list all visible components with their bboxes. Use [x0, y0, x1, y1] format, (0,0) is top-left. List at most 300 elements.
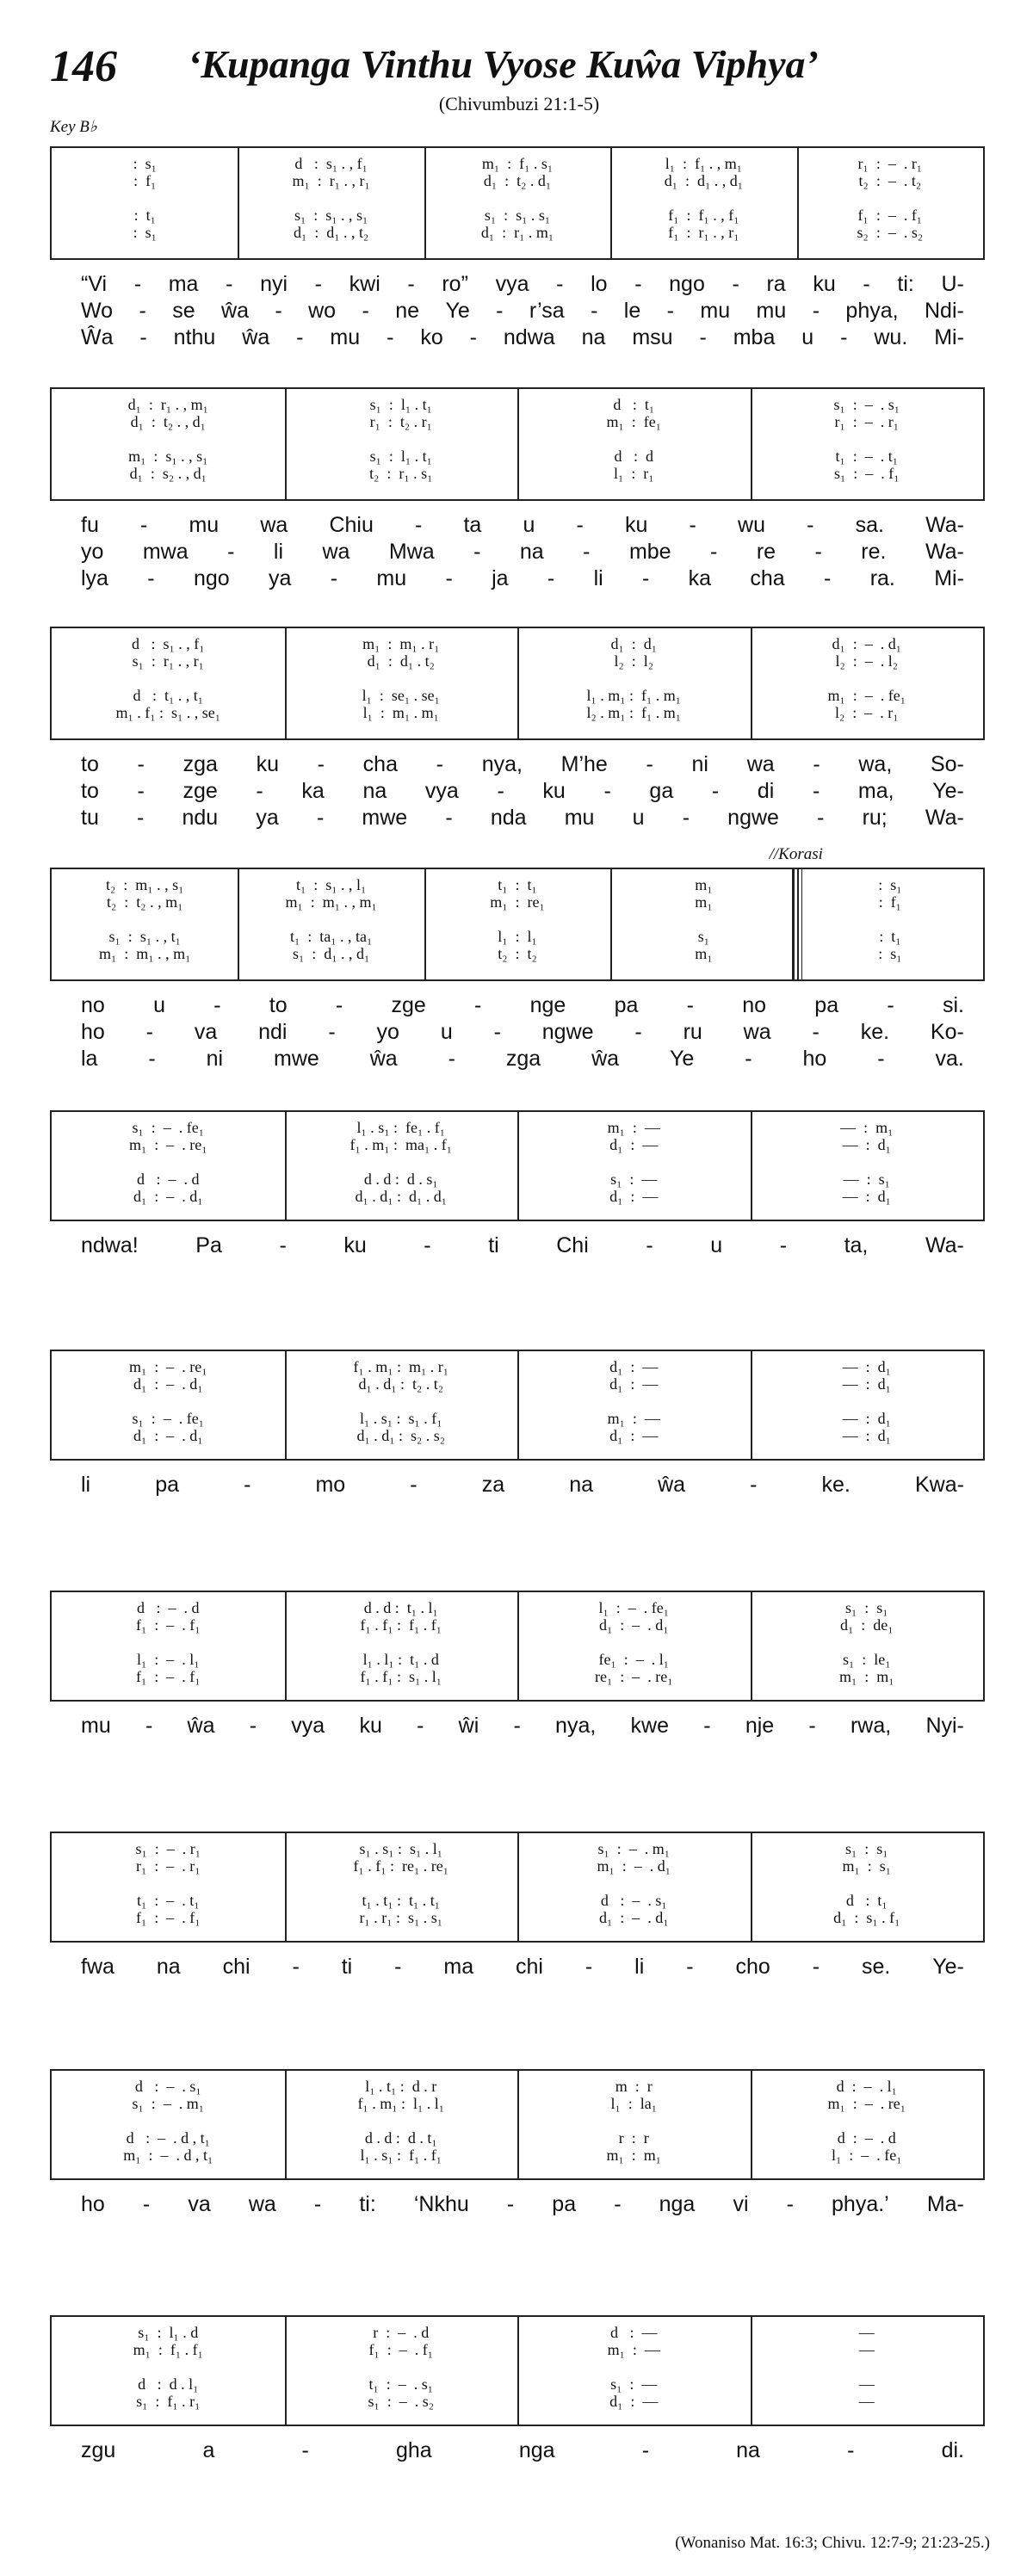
lyric-syllable: ŵa [242, 325, 270, 349]
lyric-syllable: phya, [845, 299, 899, 323]
lyric-syllable: - [556, 272, 564, 296]
measure-notes: r₁ : – . r₁ [834, 413, 900, 430]
measure-notes: m₁ : s₁ [842, 1857, 892, 1875]
measure-notes: d₁ : — [609, 1188, 659, 1205]
lyric-syllable: - [137, 752, 145, 776]
lyric-syllable: - [313, 2192, 322, 2216]
notation-row [52, 155, 983, 174]
lyric-syllable: va. [935, 1047, 964, 1071]
measure-notes: m₁ : – . fe₁ [827, 687, 906, 704]
lyric-syllable: li [634, 1955, 645, 1979]
lyric-syllable: li [81, 1473, 91, 1497]
lyric-syllable: - [634, 272, 642, 296]
measure-notes: : f₁ [878, 893, 901, 911]
lyric-line [50, 806, 985, 831]
lyric-syllable: li [273, 540, 283, 564]
lyric-syllable: ke. [821, 1473, 851, 1497]
lyric-syllable: ku [343, 1233, 367, 1257]
lyric-syllable: - [227, 540, 235, 564]
lyric-syllable: - [249, 1714, 257, 1738]
lyric-syllable: u [632, 806, 645, 830]
measure-notes: f₁ : – . f₁ [857, 207, 923, 224]
lyric-syllable: ru; [862, 806, 888, 830]
lyric-syllable: - [415, 513, 423, 537]
lyric-syllable: ngwe [727, 806, 779, 830]
lyric-syllable: nyi [260, 272, 288, 296]
measure-notes: : s₁ [878, 945, 902, 962]
lyric-syllable: wu [738, 513, 765, 537]
measure-notes: d : t₁ [613, 396, 655, 413]
lyric-syllable: ku [256, 752, 279, 776]
bar-line [285, 389, 287, 499]
lyric-syllable: - [887, 993, 894, 1017]
lyric-syllable: ya [256, 806, 279, 830]
lyric-syllable: - [786, 2192, 794, 2216]
lyric-syllable: - [362, 299, 369, 323]
lyric-syllable: cho [735, 1955, 770, 1979]
lyric-syllable: na [519, 540, 544, 564]
lyric-syllable: - [493, 1020, 501, 1044]
lyric-syllable: - [142, 2192, 151, 2216]
system-3 [50, 627, 985, 857]
measure-notes: l₁ : se₁ . se₁ [362, 687, 440, 704]
lyric-syllable: - [779, 1233, 788, 1257]
lyric-syllable: pa [552, 2192, 577, 2216]
measure-notes: — : m₁ [840, 1119, 894, 1136]
measure-notes: t₂ : m₁ . , s₁ [106, 876, 184, 893]
notation-row [52, 224, 983, 243]
lyric-syllable: nge [529, 993, 566, 1017]
lyric-syllable: pa [155, 1473, 179, 1497]
lyric-syllable: Wa- [925, 513, 964, 537]
lyric-syllable: - [646, 1233, 653, 1257]
measure-notes: — [858, 2324, 875, 2341]
measure-notes: s₁ : – . r₁ [135, 1840, 201, 1857]
lyric-syllable: - [711, 779, 720, 803]
lyric-syllable: - [436, 752, 443, 776]
lyric-syllable: nda [490, 806, 527, 830]
lyric-syllable: - [147, 566, 155, 590]
lyric-syllable: - [513, 1714, 521, 1738]
bar-line [517, 1833, 519, 1941]
lyric-line [50, 566, 985, 591]
lyric-syllable: nga [659, 2192, 696, 2216]
lyric-syllable: r’sa [529, 299, 565, 323]
measure-notes: s₁ : l₁ . t₁ [369, 448, 432, 465]
staff-box [50, 1591, 985, 1702]
measure-notes: m₁ [695, 893, 713, 911]
lyric-syllable: re [756, 540, 776, 564]
lyric-syllable: se. [861, 1955, 891, 1979]
lyric-syllable: na [362, 779, 387, 803]
measure-notes: m₁ : – . re₁ [827, 2095, 906, 2112]
lyric-syllable: - [448, 1047, 455, 1071]
lyric-syllable: Ye [670, 1047, 695, 1071]
bar-line [751, 2317, 752, 2425]
bar-line [751, 389, 752, 499]
measure-notes: t₁ : – . t₁ [136, 1892, 200, 1909]
lyric-syllable: ndu [182, 806, 219, 830]
bar-line [517, 2071, 519, 2178]
bar-line [285, 2317, 287, 2425]
lyric-syllable: - [603, 779, 611, 803]
notation-row [52, 893, 983, 912]
measure-notes: t₂ : t₂ . , m₁ [107, 893, 183, 911]
lyric-syllable: Pa [195, 1233, 222, 1257]
staff-box [50, 1110, 985, 1221]
lyric-syllable: mbe [628, 540, 671, 564]
lyric-line [50, 752, 985, 777]
lyric-syllable: - [244, 1473, 251, 1497]
measure-notes: — : d₁ [842, 1188, 891, 1205]
lyric-syllable: va [188, 2192, 211, 2216]
lyric-syllable: - [496, 299, 504, 323]
notation-row [52, 945, 983, 964]
scripture-reference: (Chivumbuzi 21:1-5) [438, 93, 600, 114]
lyric-syllable: Ma- [926, 2192, 964, 2216]
lyric-syllable: le [623, 299, 641, 323]
lyric-syllable: wa [746, 752, 775, 776]
lyric-syllable: ku [625, 513, 648, 537]
lyric-syllable: ka [688, 566, 712, 590]
measure-notes: d₁ : s₂ . , d₁ [129, 465, 207, 482]
measure-notes: d₁ . d₁ : d₁ . d₁ [355, 1188, 448, 1205]
lyric-syllable: zge [391, 993, 426, 1017]
lyric-line [50, 1047, 985, 1072]
lyric-line [50, 1233, 985, 1258]
lyric-line [50, 993, 985, 1018]
lyric-syllable: - [732, 272, 739, 296]
system-7 [50, 1591, 985, 1819]
measure-notes: d₁ : — [609, 1427, 659, 1444]
measure-notes: fe₁ : – . l₁ [598, 1651, 670, 1668]
lyric-line [50, 2192, 985, 2217]
measure-notes: d . d : d . t₁ [364, 2129, 437, 2147]
measure-notes: — : d₁ [842, 1358, 891, 1375]
lyric-line [50, 272, 985, 297]
lyric-syllable: yo [81, 540, 104, 564]
lyric-syllable: nya, [555, 1714, 597, 1738]
lyric-syllable: la [81, 1047, 98, 1071]
measure-notes: s₁ : – . fe₁ [132, 1119, 205, 1136]
measure-notes: : s₁ [878, 876, 902, 893]
measure-notes: f₁ : r₁ . , r₁ [668, 224, 739, 241]
measure-notes: l₂ : – . r₁ [834, 704, 899, 721]
lyric-syllable: ŵa [369, 1047, 398, 1071]
lyric-syllable: pa [814, 993, 839, 1017]
lyric-syllable: - [642, 566, 650, 590]
measure-notes: m₁ : – . d₁ [597, 1857, 671, 1875]
measure-notes: m₁ : — [607, 1410, 660, 1427]
lyric-line [50, 299, 985, 324]
measure-notes: re₁ : – . re₁ [594, 1668, 673, 1685]
measure-notes: m₁ : s₁ . , s₁ [128, 448, 208, 465]
bar-line [751, 1833, 752, 1941]
measure-notes: l₁ : la₁ [610, 2095, 658, 2112]
lyric-syllable: fu [81, 513, 99, 537]
staff-box [50, 868, 985, 981]
lyric-syllable: pa [614, 993, 639, 1017]
measure-notes: d₁ : s₁ . f₁ [833, 1909, 900, 1926]
lyric-syllable: wo [308, 299, 337, 323]
measure-notes: l₁ : – . l₁ [136, 1651, 200, 1668]
lyric-syllable: rwa, [850, 1714, 892, 1738]
lyric-syllable: nga [518, 2438, 555, 2462]
lyric-syllable: a [202, 2438, 215, 2462]
lyric-syllable: - [145, 1714, 153, 1738]
lyric-syllable: chi [222, 1955, 251, 1979]
lyric-syllable: - [445, 806, 453, 830]
lyric-syllable: mba [733, 325, 776, 349]
measure-notes: d₁ : de₁ [839, 1616, 894, 1634]
lyric-syllable: ra. [869, 566, 895, 590]
measure-notes: d₁ : d₁ . , d₁ [664, 172, 744, 189]
measure-notes: : t₁ [133, 207, 156, 224]
lyric-syllable: ja [492, 566, 509, 590]
lyric-syllable: ŵa [658, 1473, 686, 1497]
hymn-number: 146 [50, 42, 117, 91]
lyric-syllable: - [137, 806, 145, 830]
bar-line [517, 2317, 519, 2425]
measure-notes: f₁ . f₁ : f₁ . f₁ [360, 1616, 442, 1634]
bar-line [610, 148, 612, 258]
lyric-syllable: ti: [897, 272, 914, 296]
measure-notes: m₁ : m₁ . r₁ [362, 635, 440, 652]
lyric-syllable: - [296, 325, 304, 349]
lyric-syllable: va [194, 1020, 218, 1044]
bar-line [751, 628, 752, 738]
measure-notes: f₁ . m₁ : ma₁ . f₁ [349, 1136, 453, 1153]
measure-notes: d₁ : – . d₁ [133, 1375, 203, 1393]
measure-notes: f₁ : – . f₁ [135, 1668, 201, 1685]
lyric-syllable: ngo [669, 272, 705, 296]
measure-notes: d₁ : t₂ . d₁ [483, 172, 552, 189]
lyric-syllable: vi [733, 2192, 749, 2216]
lyric-syllable: U- [941, 272, 964, 296]
lyric-syllable: Wo [81, 299, 114, 323]
lyric-syllable: - [646, 752, 653, 776]
lyric-syllable: Wa- [925, 1233, 964, 1257]
lyric-syllable: - [814, 540, 822, 564]
lyric-syllable: lo [591, 272, 608, 296]
lyric-syllable: - [148, 1047, 156, 1071]
lyric-syllable: - [641, 2438, 650, 2462]
measure-notes: — : s₁ [843, 1171, 890, 1188]
measure-notes: d . d : t₁ . l₁ [363, 1599, 438, 1616]
lyric-syllable: ko [420, 325, 443, 349]
lyric-syllable: ho [81, 2192, 105, 2216]
notation-row [52, 928, 983, 947]
measure-notes: m₁ . f₁ : s₁ . , se₁ [115, 704, 221, 721]
lyric-syllable: - [137, 779, 145, 803]
bar-line [517, 389, 519, 499]
lyric-syllable: ŵi [458, 1714, 479, 1738]
lyric-line [50, 1714, 985, 1739]
lyric-syllable: - [847, 2438, 855, 2462]
measure-notes: l₁ : f₁ . , m₁ [665, 155, 743, 172]
lyric-syllable: - [387, 325, 394, 349]
measure-notes: m₁ : re₁ [490, 893, 545, 911]
bar-line [517, 1592, 519, 1700]
lyric-syllable: - [506, 2192, 515, 2216]
lyric-syllable: - [314, 272, 322, 296]
lyric-syllable: ya [269, 566, 292, 590]
measure-notes: d₁ : – . d₁ [832, 635, 902, 652]
measure-notes: m₁ : – . d , t₁ [123, 2147, 213, 2164]
lyric-line [50, 779, 985, 804]
lyric-syllable: Ŵa [81, 325, 114, 349]
lyric-line [50, 513, 985, 538]
lyric-syllable: - [686, 1955, 694, 1979]
lyric-syllable: - [317, 752, 325, 776]
lyric-syllable: - [335, 993, 343, 1017]
lyric-syllable: - [812, 779, 820, 803]
lyric-syllable: no [742, 993, 767, 1017]
measure-notes: t₁ : – . t₁ [835, 448, 899, 465]
lyric-syllable: - [330, 566, 338, 590]
measure-notes: — [858, 2341, 875, 2358]
lyric-syllable: u [710, 1233, 723, 1257]
lyric-syllable: ndwa [503, 325, 555, 349]
measure-notes: s₁ : f₁ . r₁ [136, 2393, 201, 2410]
lyric-syllable: - [139, 325, 147, 349]
lyric-syllable: - [256, 779, 263, 803]
measure-notes: s₁ : le₁ [842, 1651, 891, 1668]
lyric-syllable: fwa [81, 1955, 114, 1979]
measure-notes: d : — [609, 2324, 658, 2341]
measure-notes: l₂ : – . l₂ [835, 652, 899, 670]
measure-notes: s₁ : s₁ . s₁ [484, 207, 551, 224]
measure-notes: d : – . s₁ [134, 2078, 201, 2095]
lyric-line [50, 540, 985, 565]
measure-notes: t₂ : – . t₂ [858, 172, 922, 189]
lyric-syllable: na [569, 1473, 593, 1497]
lyric-syllable: - [817, 806, 825, 830]
measure-notes: f₁ . f₁ : s₁ . l₁ [360, 1668, 442, 1685]
measure-notes: s₁ : – . s₁ [833, 396, 900, 413]
measure-notes: d : – . s₁ [600, 1892, 667, 1909]
lyric-syllable: nthu [173, 325, 216, 349]
measure-notes: — : d₁ [842, 1136, 891, 1153]
system-4 [50, 845, 985, 1098]
lyric-syllable: ta [463, 513, 482, 537]
measure-notes: d₁ : — [609, 2393, 659, 2410]
lyric-syllable: ke. [860, 1020, 890, 1044]
lyric-syllable: - [682, 806, 690, 830]
measure-notes: r₁ : – . r₁ [135, 1857, 201, 1875]
measure-notes: d₁ : t₂ . , d₁ [130, 413, 206, 430]
measure-notes: d : t₁ [845, 1892, 888, 1909]
lyric-syllable: lya [81, 566, 108, 590]
lyric-syllable: Chi [556, 1233, 589, 1257]
measure-notes: — : d₁ [842, 1427, 891, 1444]
lyric-syllable: Ye- [932, 1955, 964, 1979]
measure-notes: m₁ : m₁ [838, 1668, 894, 1685]
lyric-syllable: ma, [857, 779, 894, 803]
measure-notes: d₁ : – . d₁ [133, 1188, 203, 1205]
measure-notes: t₂ : t₂ [498, 945, 537, 962]
lyric-syllable: mu [756, 299, 787, 323]
measure-notes: s₁ : s₁ . , t₁ [108, 928, 181, 945]
measure-notes: f₁ . m₁ : m₁ . r₁ [353, 1358, 449, 1375]
lyric-syllable: - [473, 540, 481, 564]
measure-notes: m₁ : f₁ . s₁ [481, 155, 554, 172]
measure-notes: t₂ : r₁ . s₁ [369, 465, 433, 482]
lyric-line [50, 1473, 985, 1498]
measure-notes: m : r [615, 2078, 653, 2095]
lyric-syllable: - [699, 325, 707, 349]
bar-line [285, 2071, 287, 2178]
lyric-syllable: - [863, 272, 870, 296]
hymn-header [50, 41, 997, 119]
lyric-syllable: ku [359, 1714, 382, 1738]
bar-line [751, 2071, 752, 2178]
lyric-syllable: - [140, 513, 148, 537]
measure-notes: s₁ : l₁ . d [138, 2324, 199, 2341]
measure-notes: d : d [614, 448, 653, 465]
measure-notes: l₁ : – . fe₁ [598, 1599, 670, 1616]
lyric-syllable: Mwa [388, 540, 435, 564]
measure-notes: s₁ : – . f₁ [833, 465, 900, 482]
measure-notes: d₁ : — [609, 1358, 659, 1375]
lyric-syllable: wa [322, 540, 350, 564]
lyric-syllable: - [445, 566, 453, 590]
lyric-syllable: - [813, 752, 820, 776]
measure-notes: d : – . d [136, 1171, 200, 1188]
measure-notes: f₁ : – . f₁ [135, 1616, 201, 1634]
measure-notes: m₁ : m₁ . , m₁ [99, 945, 191, 962]
lyric-syllable: gha [395, 2438, 432, 2462]
lyric-syllable: ro” [442, 272, 468, 296]
lyric-syllable: - [614, 2192, 622, 2216]
measure-notes: d : – . d , t₁ [126, 2129, 210, 2147]
measure-notes: d . d : d . s₁ [363, 1171, 438, 1188]
measure-notes: s₁ : s₁ [844, 1840, 888, 1857]
lyric-syllable: vya [495, 272, 529, 296]
lyric-syllable: na [156, 1955, 181, 1979]
measure-notes: d₁ : — [609, 1136, 659, 1153]
measure-notes: l₁ . l₁ : t₁ . d [362, 1651, 439, 1668]
system-2 [50, 387, 985, 618]
lyric-syllable: Ye- [932, 779, 964, 803]
measure-notes: s₁ : – . m₁ [132, 2095, 205, 2112]
bar-line [517, 628, 519, 738]
lyric-syllable: wa, [858, 752, 893, 776]
lyric-syllable: wu. [874, 325, 908, 349]
system-5 [50, 1110, 985, 1338]
lyric-syllable: ta, [844, 1233, 869, 1257]
lyric-syllable: - [877, 1047, 885, 1071]
lyric-syllable: - [301, 2438, 309, 2462]
lyric-syllable: ŵa [221, 299, 249, 323]
measure-notes: d₁ . d₁ : s₂ . s₂ [356, 1427, 446, 1444]
measure-notes: r : r [618, 2129, 649, 2147]
lyric-syllable: ka [301, 779, 325, 803]
lyric-syllable: di [757, 779, 775, 803]
measure-notes: m₁ [695, 876, 713, 893]
lyric-syllable: - [328, 1020, 336, 1044]
lyric-syllable: - [497, 779, 504, 803]
lyric-syllable: - [145, 1020, 153, 1044]
measure-notes: m₁ : m₁ [606, 2147, 662, 2164]
lyric-syllable: mu [376, 566, 407, 590]
measure-notes: l₁ : r₁ [613, 465, 654, 482]
measure-notes: m₁ : — [607, 1119, 660, 1136]
measure-notes: r₁ : – . r₁ [857, 155, 923, 172]
lyric-syllable: tu [81, 806, 99, 830]
hymn-title: ‘Kupanga Vinthu Vyose Kuŵa Viphya’ [188, 42, 819, 86]
measure-notes: m₁ : r₁ . , r₁ [292, 172, 370, 189]
